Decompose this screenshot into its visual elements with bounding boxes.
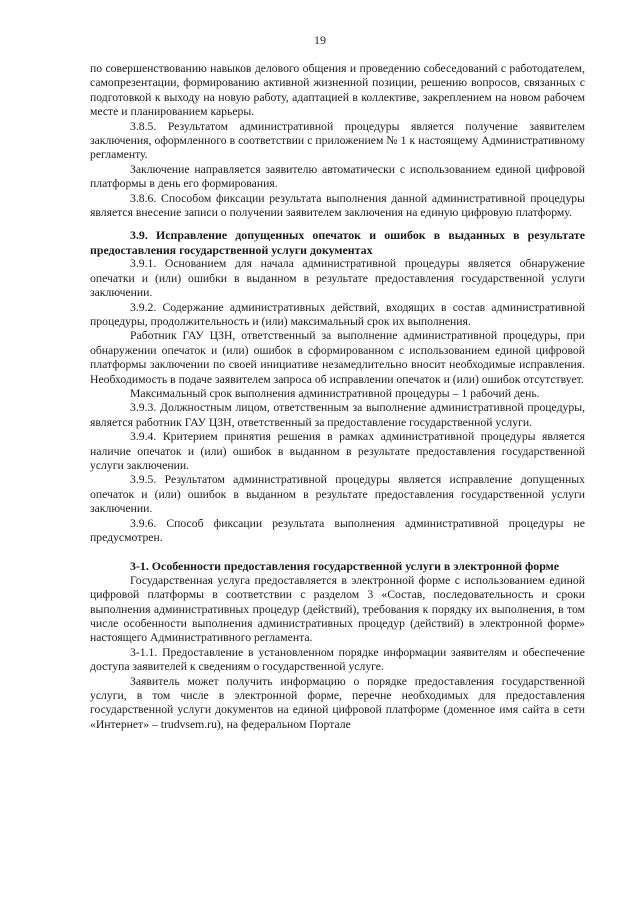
- paragraph-3-9-5: 3.9.5. Результатом административной процедуры является исправление допущенных опечаток и (или) ошибок в выданном в результате предоставления государственной услуги заключении.: [90, 473, 585, 516]
- document-body: [90, 62, 585, 732]
- page-number: 19: [314, 33, 326, 47]
- paragraph-3-9-3: 3.9.3. Должностным лицом, ответственным за выполнение административной процедуры, является работник ГАУ ЦЗН, ответственный за предоставление государственной услуги.: [90, 401, 585, 429]
- paragraph-3-9-6: 3.9.6. Способ фиксации результата выполнения административной процедуры не предусмотрен.: [90, 516, 585, 544]
- paragraph-3-9-2-deadline: Максимальный срок выполнения административной процедуры – 1 рабочий день.: [130, 386, 540, 400]
- paragraph-3-8-5-conclusion: Заключение направляется заявителю автоматически с использованием единой цифровой платформы в день его формирования.: [90, 162, 585, 191]
- section-heading-3-1: 3-1. Особенности предоставления государственной услуги в электронной форме: [130, 559, 560, 574]
- paragraph-3-9-4: 3.9.4. Критерием принятия решения в рамках административной процедуры является наличие опечаток и (или) ошибок в выданном в результате предоставления государственной услуги заключении.: [90, 430, 585, 472]
- paragraph-continuation: по совершенствованию навыков делового общения и проведению собеседований с работодателем, самопрезентации, формированию активной жизненной позиции, решению вопросов, связанных с подготовкой к выходу на новую работу, адаптацией в коллективе, закреплением на новом рабочем месте и планированием карьеры.: [90, 62, 585, 119]
- paragraph-3-9-2-worker: Работник ГАУ ЦЗН, ответственный за выполнение административной процедуры, при обнаружении опечаток и (или) ошибок в сформированном с использованием единой цифровой платформы заключении по своей инициативе незамедлительно вносит необходимые исправления. Необходимость в подаче заявителем запроса об исправлении опечаток и (или) ошибок отсутствует.: [90, 329, 585, 386]
- section-heading-3-9: 3.9. Исправление допущенных опечаток и ошибок в выданных в результате предоставления государственной услуги документах: [90, 228, 585, 257]
- paragraph-3-1-1: 3-1.1. Предоставление в установленном порядке информации заявителям и обеспечение доступа заявителей к сведениям о государственной услуге.: [90, 645, 585, 674]
- paragraph-3-8-6: 3.8.6. Способом фиксации результата выполнения данной административной процедуры является внесение записи о получении заявителем заключения на единую цифровую платформу.: [90, 191, 585, 220]
- paragraph-3-9-2: 3.9.2. Содержание административных действий, входящих в состав административной процедуры, продолжительность и (или) максимальный срок их выполнения.: [90, 300, 585, 328]
- paragraph-3-9-1: 3.9.1. Основанием для начала административной процедуры является обнаружение опечатки и (или) ошибки в выданном в результате предоставления государственной услуги заключении.: [90, 257, 585, 300]
- paragraph-3-1-intro: Государственная услуга предоставляется в электронной форме с использованием единой цифровой платформы в соответствии с разделом 3 «Состав, последовательность и сроки выполнения административных процедур (действий), требования к порядку их выполнения, в том числе особенности выполнения административных процедур (действий) в электронной форме» настоящего Административного регламента.: [90, 573, 585, 645]
- paragraph-3-1-1-applicant: Заявитель может получить информацию о порядке предоставления государственной услуги, в том числе в электронной форме, перечне необходимых для предоставления государственной услуги документов на единой цифровой платформе (доменное имя сайта в сети «Интернет» – trudvsem.ru), на федеральном Портале: [90, 674, 585, 731]
- paragraph-3-8-5: 3.8.5. Результатом административной процедуры является получение заявителем заключения, оформленного в соответствии с приложением № 1 к настоящему Административному регламенту.: [90, 119, 585, 162]
